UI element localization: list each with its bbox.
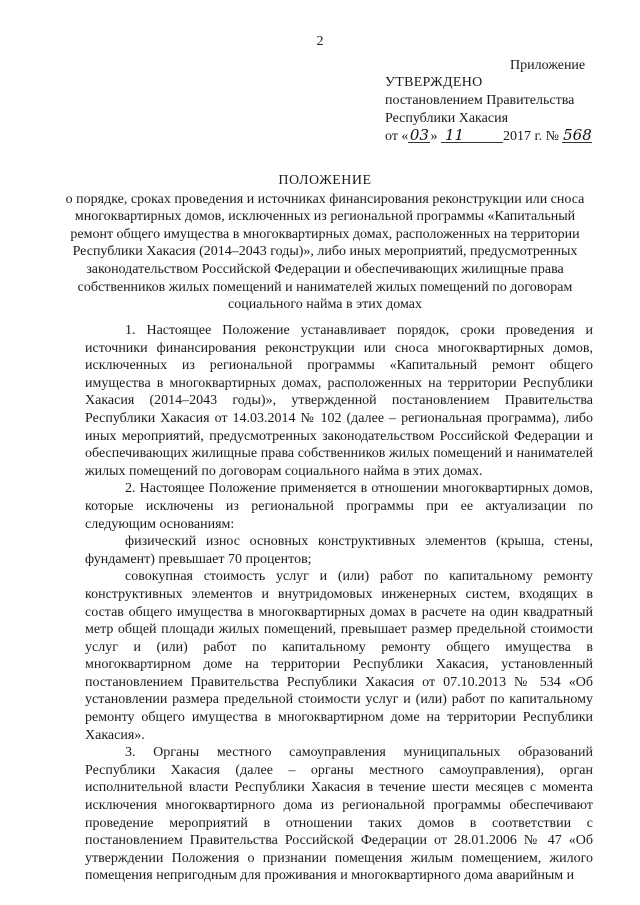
page-number: 2 — [316, 34, 324, 49]
approval-date-line — [385, 128, 625, 146]
paragraph-4: совокупная стоимость услуг и (или) работ по капитальному ремонту конструктивных элементов и внутридомовых инженерных систем, входящих в состав общего имущества в многоквартирных домах в расчете на один квадратный метр общей площади жилых помещений, превышает размер предельной стоимости услуг и (или) работ по капитальному ремонту общего имущества в многоквартирном доме на территории Республики Хакасия, установленный постановлением Правительства Республики Хакасия от 07.10.2013 № 534 «Об установлении размера предельной стоимости услуг и (или) работ по капитальному ремонту общего имущества в многоквартирном доме на территории Республики Хакасия». — [85, 569, 593, 743]
paragraph-5: 3. Органы местного самоуправления муниципальных образований Республики Хакасия (далее – органы местного самоуправления), орган исполнительной власти Республики Хакасия в течение шести месяцев с момента исключения многоквартирного дома из региональной программы обеспечивают проведение мероприятий в отношении таких домов в соответствии с постановлением Правительства Российской Федерации от 28.01.2006 № 47 «Об утверждении Положения о признании помещения жилым помещением, жилого помещения непригодным для проживания и многоквартирного дома аварийным и — [85, 745, 593, 884]
approval-block — [385, 56, 625, 146]
approval-line-2: Республики Хакасия — [385, 111, 509, 126]
title-subtitle: о порядке, сроках проведения и источниках финансирования реконструкции или сноса многоквартирных домов, исключенных из региональной программы «Капитальный ремонт общего имущества в многоквартирных домах, расположенных на территории Республики Хакасия (2014–2043 годы)», либо иных мероприятий, предусмотренных законодательством Российской Федерации и обеспечивающих жилищные права собственников жилых помещений и нанимателей жилых помещений по договорам социального найма в этих домах — [65, 191, 585, 313]
handwritten-month: 11 — [441, 128, 503, 143]
date-day-close: » — [430, 129, 438, 144]
date-prefix: от « — [385, 129, 409, 144]
paragraph-2: 2. Настоящее Положение применяется в отношении многоквартирных домов, которые исключены из региональной программы при ее актуализации по следующим основаниям: — [85, 481, 593, 532]
approved-stamp: УТВЕРЖДЕНО — [385, 75, 483, 90]
document-title — [60, 172, 590, 314]
handwritten-number: 568 — [563, 126, 592, 144]
paragraph-3: физический износ основных конструктивных элементов (крыша, стены, фундамент) превышает 70 процентов; — [85, 534, 593, 567]
year-and-number-label: 2017 г. № — [502, 129, 559, 144]
document-body — [85, 322, 593, 885]
title-heading: ПОЛОЖЕНИЕ — [278, 173, 372, 188]
approval-line-1: постановлением Правительства — [385, 93, 575, 108]
handwritten-day: 03 — [409, 126, 429, 144]
appendix-label: Приложение — [510, 58, 586, 73]
paragraph-1: 1. Настоящее Положение устанавливает порядок, сроки проведения и источники финансирования реконструкции или сноса многоквартирных домов, исключенных из региональной программы «Капитальный ремонт общего имущества в многоквартирных домах, расположенных на территории Республики Хакасия (2014–2043 годы)», утвержденной постановлением Правительства Республики Хакасия от 14.03.2014 № 102 (далее – региональная программа), либо иных мероприятий, предусмотренных законодательством Российской Федерации и обеспечивающих жилищные права собственников жилых помещений и нанимателей жилых помещений по договорам социального найма в этих домах. — [85, 323, 593, 479]
